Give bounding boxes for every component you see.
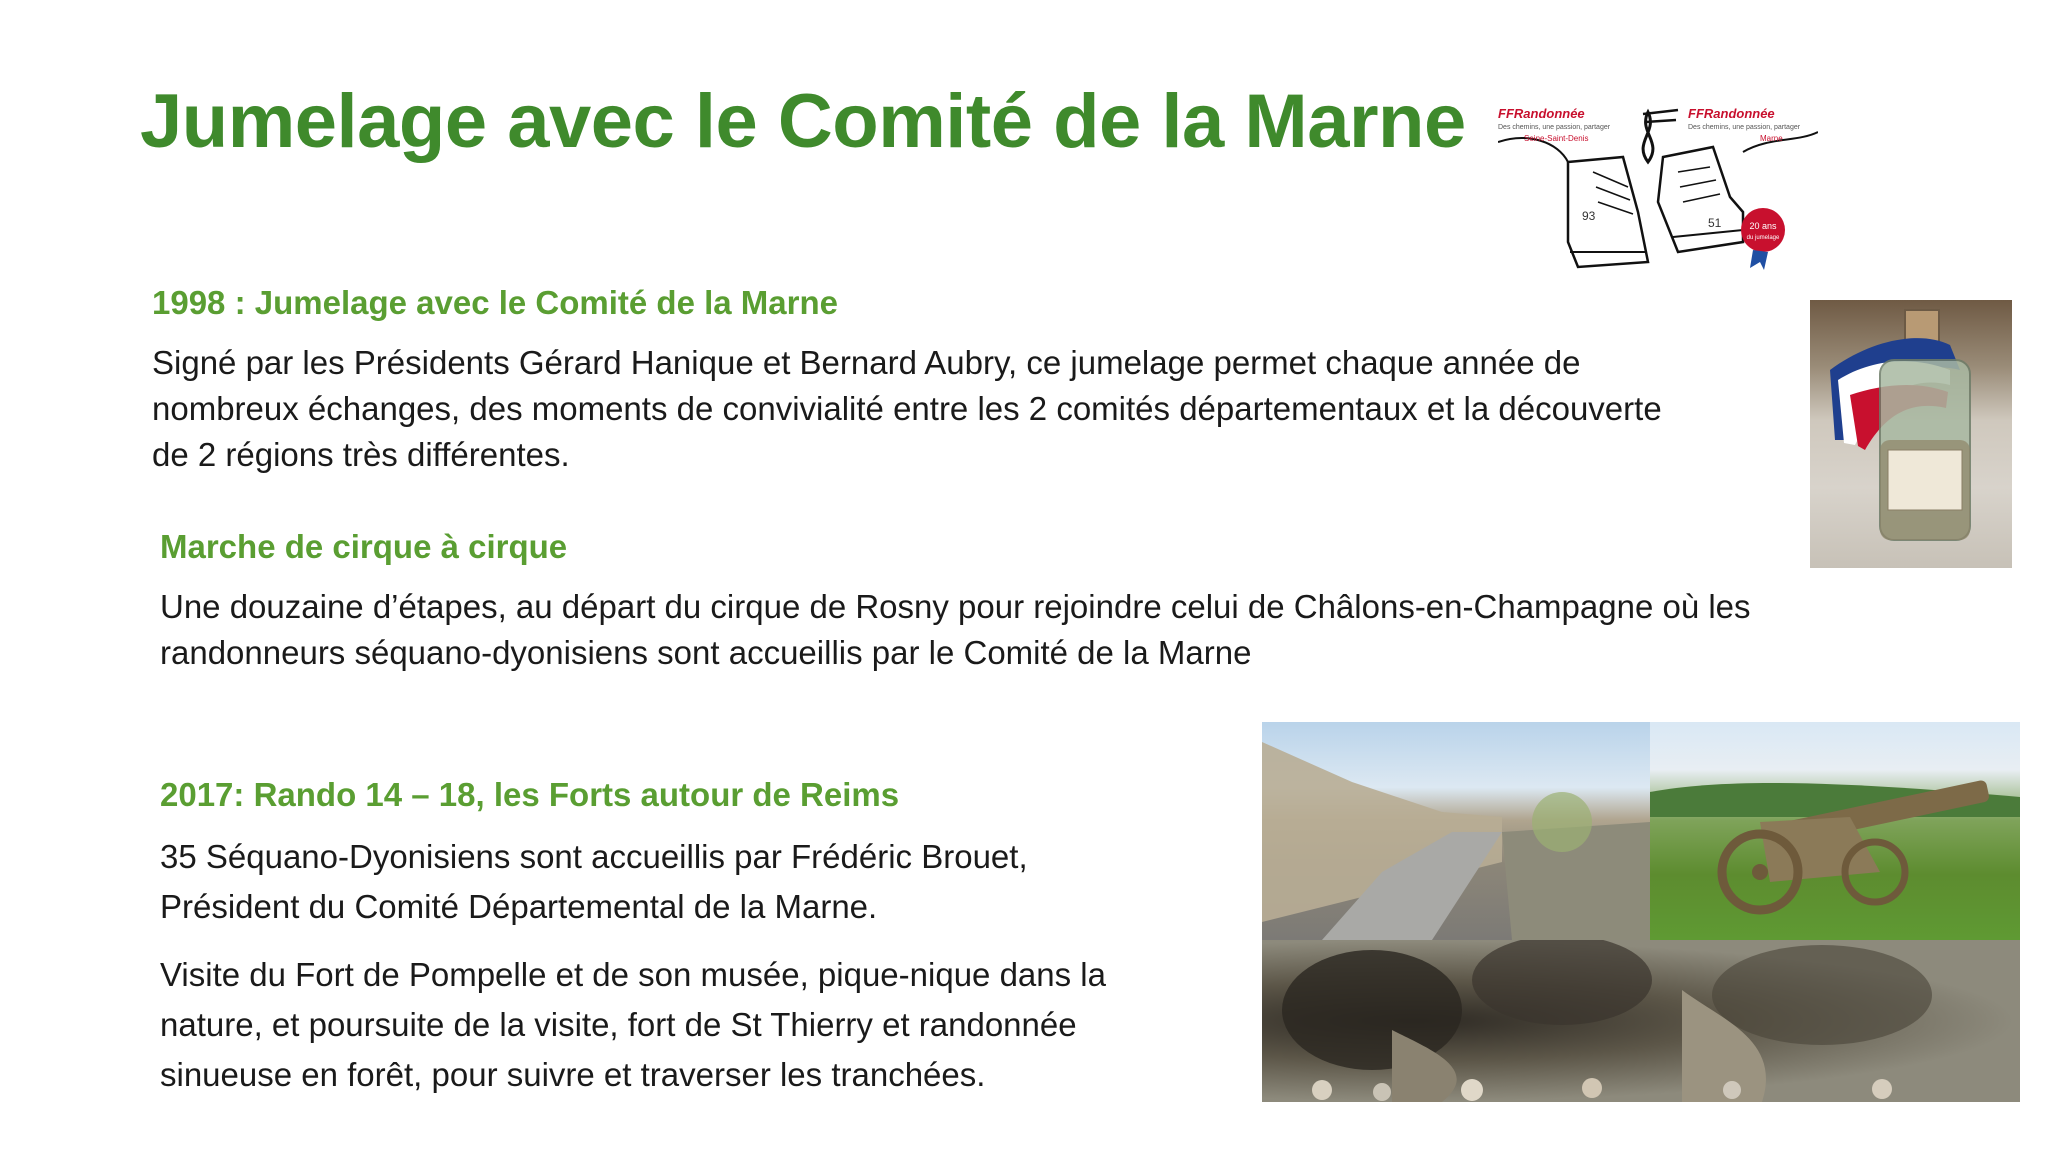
section-1998-text bbox=[152, 340, 1792, 478]
boot-right-number: 51 bbox=[1708, 216, 1722, 230]
section-cirque-text bbox=[160, 584, 1900, 676]
boot-left-number: 93 bbox=[1582, 209, 1596, 223]
brand-left: FFRandonnée bbox=[1498, 106, 1585, 121]
text-line: Président du Comité Départemental de la Marne. bbox=[160, 888, 878, 925]
section-1998-heading: 1998 : Jumelage avec le Comité de la Marne bbox=[152, 284, 838, 321]
text-line: nature, et poursuite de la visite, fort de St Thierry et randonnée bbox=[160, 1006, 1077, 1043]
text-line: sinueuse en forêt, pour suivre et traverser les tranchées. bbox=[160, 1056, 986, 1093]
section-cirque-heading: Marche de cirque à cirque bbox=[160, 528, 568, 565]
text-line: randonneurs séquano-dyonisiens sont accueillis par le Comité de la Marne bbox=[160, 634, 1252, 671]
bottle-with-ribbon-photo bbox=[1810, 300, 2012, 568]
badge-text: 20 ans bbox=[1749, 221, 1777, 231]
fort-tunnels-photo bbox=[1262, 940, 2020, 1102]
field-cannon-photo bbox=[1650, 722, 2020, 940]
text-line: Une douzaine d’étapes, au départ du cirque de Rosny pour rejoindre celui de Châlons-en-Champagne où les bbox=[160, 588, 1751, 625]
brand-right-place: Marne bbox=[1760, 134, 1783, 143]
text-line: Signé par les Présidents Gérard Hanique et Bernard Aubry, ce jumelage permet chaque année de bbox=[152, 344, 1581, 381]
text-line: Visite du Fort de Pompelle et de son musée, pique-nique dans la bbox=[160, 956, 1106, 993]
section-2017-heading: 2017: Rando 14 – 18, les Forts autour de Reims bbox=[160, 776, 900, 813]
brand-left-tagline: Des chemins, une passion, partager bbox=[1498, 124, 1611, 131]
forts-photo-collage bbox=[1262, 722, 2020, 1102]
badge-subtext: du jumelage bbox=[1746, 235, 1780, 241]
brand-left-place: Seine-Saint-Denis bbox=[1524, 134, 1589, 143]
text-line: de 2 régions très différentes. bbox=[152, 436, 570, 473]
bottle-illustration bbox=[1810, 300, 2012, 568]
brand-right: FFRandonnée bbox=[1688, 106, 1775, 121]
twinning-logo bbox=[1498, 92, 1818, 282]
page-title: Jumelage avec le Comité de la Marne bbox=[140, 79, 1466, 164]
text-line: nombreux échanges, des moments de convivialité entre les 2 comités départementaux et la découverte bbox=[152, 390, 1662, 427]
brand-right-tagline: Des chemins, une passion, partager bbox=[1688, 124, 1801, 131]
fort-walkway-photo bbox=[1262, 722, 1650, 940]
text-line: 35 Séquano-Dyonisiens sont accueillis par Frédéric Brouet, bbox=[160, 838, 1028, 875]
section-2017-visit-text bbox=[160, 950, 1250, 1100]
section-2017-text bbox=[160, 832, 1250, 932]
